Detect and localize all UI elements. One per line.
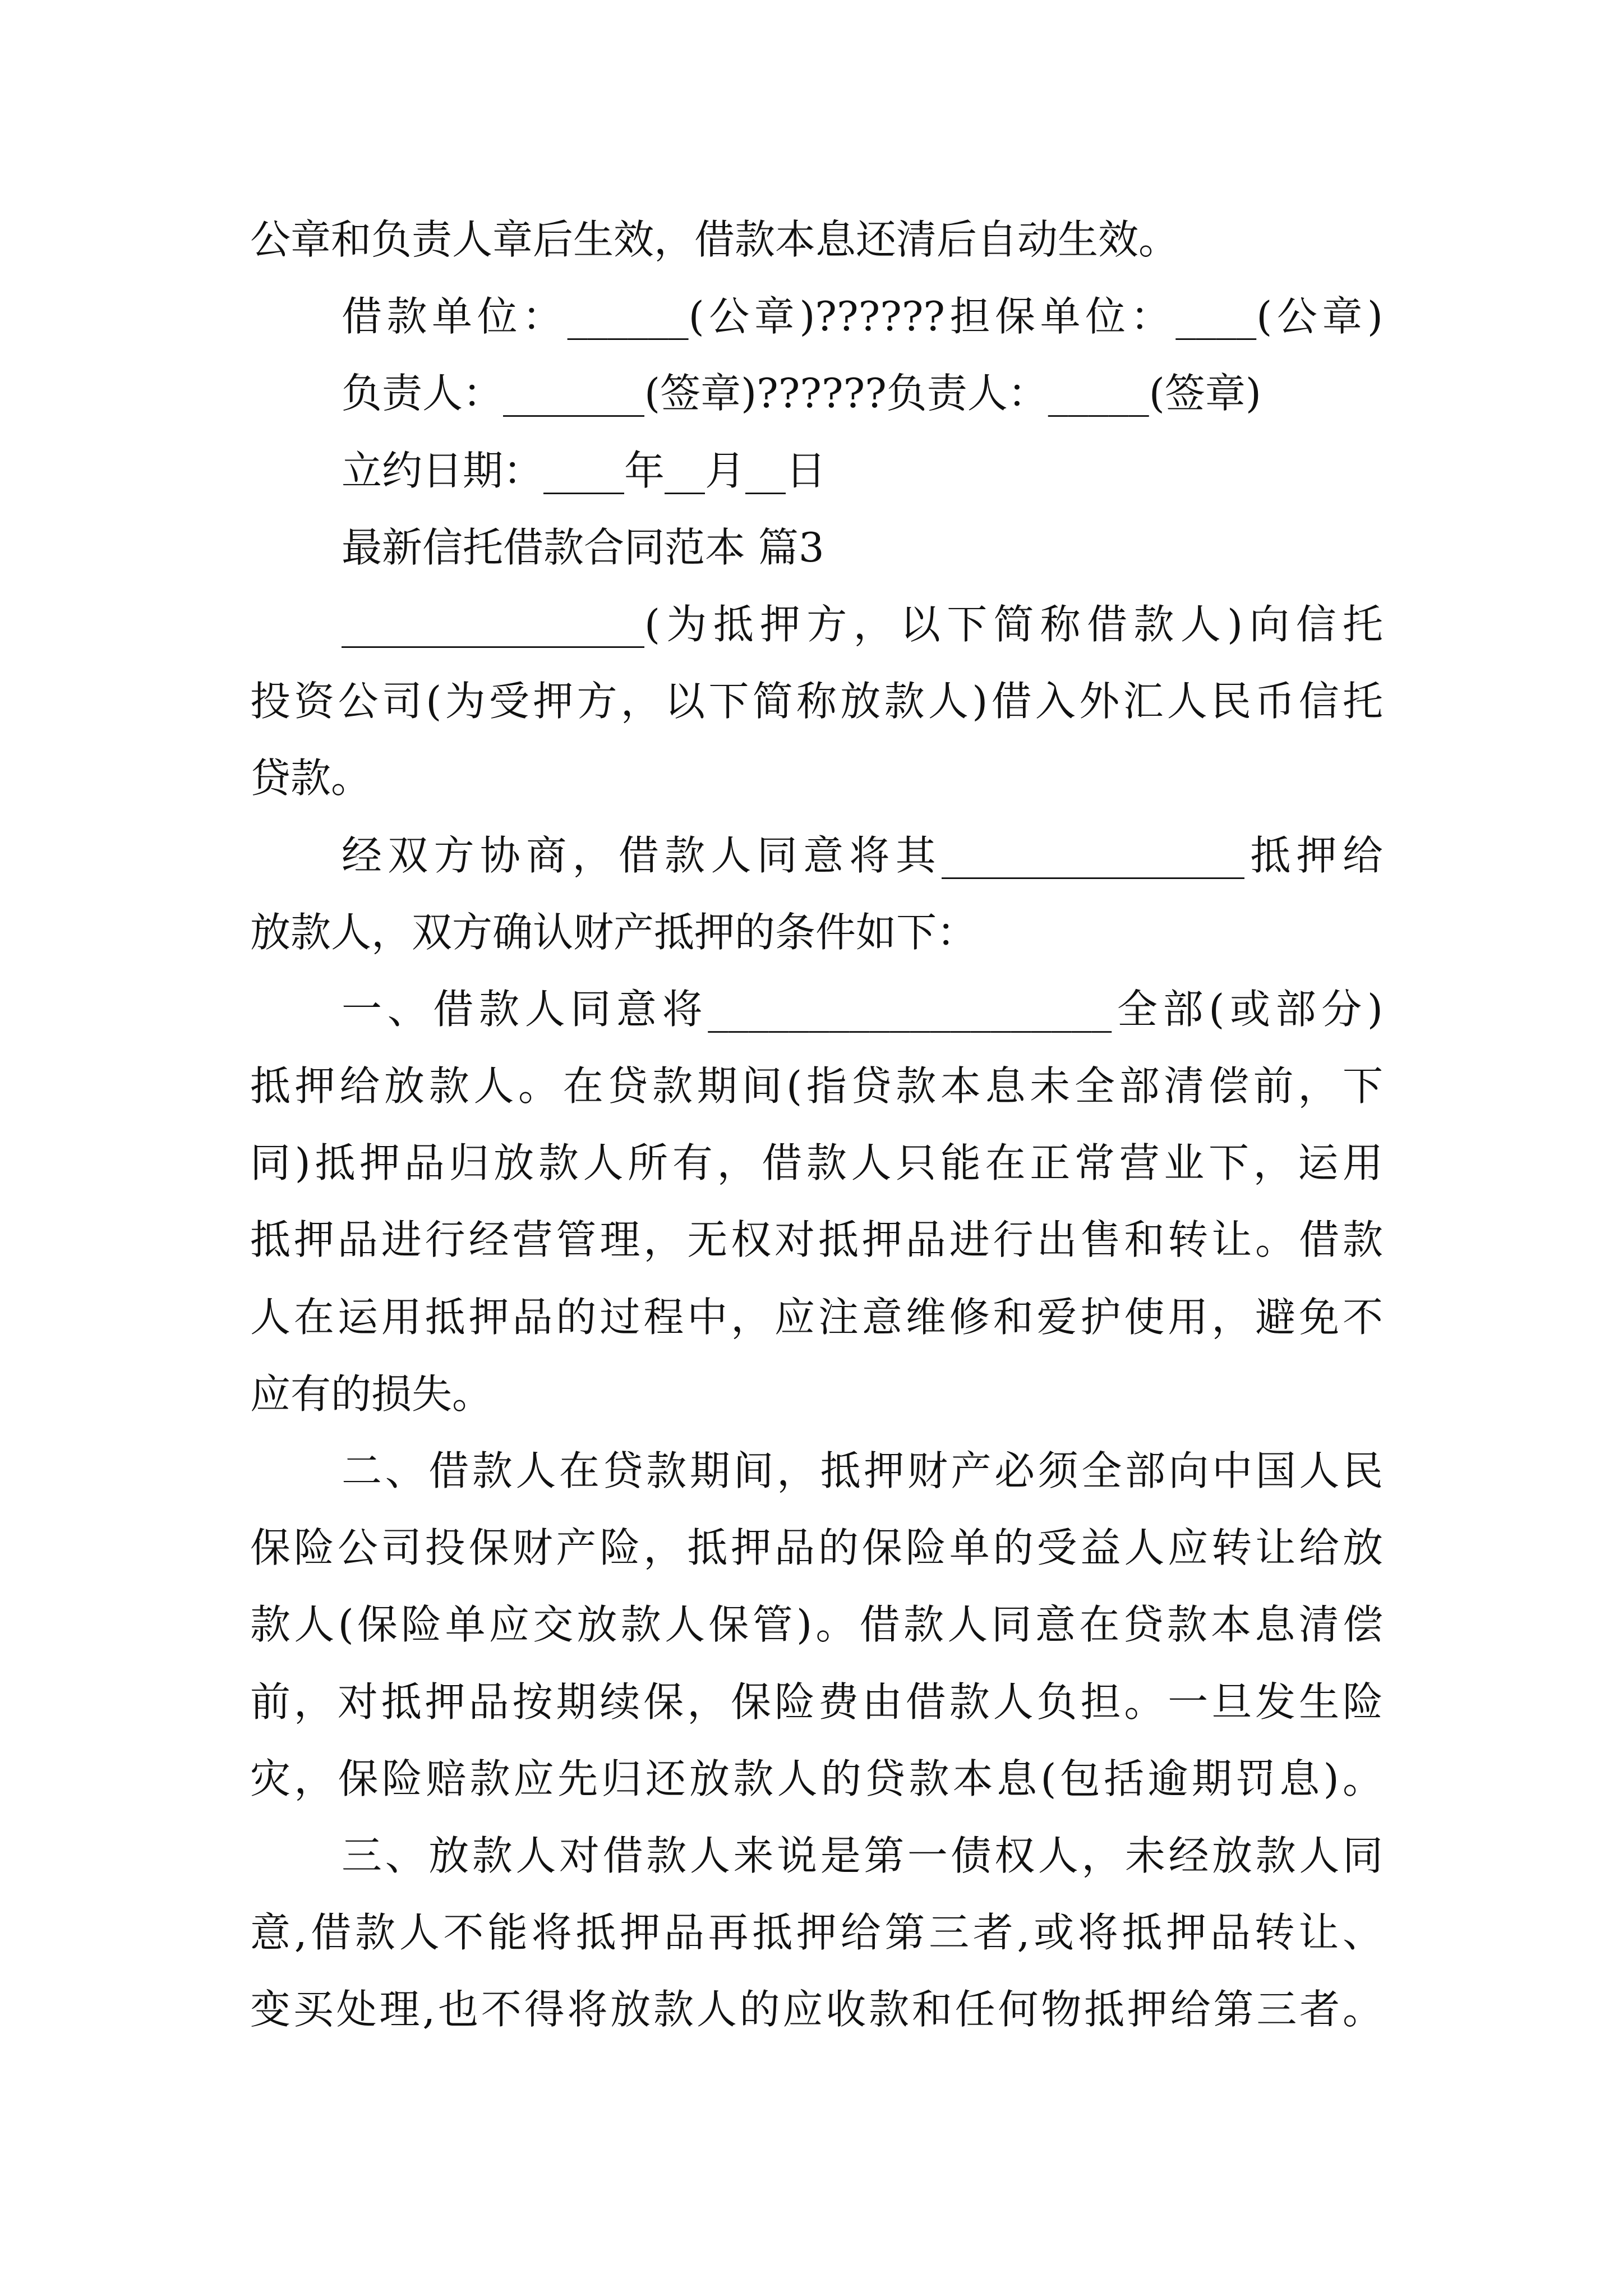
text-line: 灾，保险赔款应先归还放款人的贷款本息(包括逾期罚息)。 (250, 1755, 1383, 1802)
text-line: 变买处理,也不得将放款人的应收款和任何物抵押给第三者。 (250, 1986, 1383, 2033)
contract-date-line: 立约日期：____年__月__日 (342, 447, 827, 494)
paragraph-clause-3 (250, 1818, 1383, 2049)
paragraph-preamble (250, 586, 1383, 817)
text-line: 放款人，双方确认财产抵押的条件如下： (250, 908, 978, 956)
text-line: 抵押给放款人。在贷款期间(指贷款本息未全部清偿前，下 (250, 1062, 1383, 1110)
paragraph-clause-2 (250, 1433, 1383, 1818)
text-line: 三、放款人对借款人来说是第一债权人，未经放款人同 (342, 1832, 1383, 1879)
signature-block (250, 278, 1383, 509)
text-line: 二、借款人在贷款期间，抵押财产必须全部向中国人民 (342, 1447, 1383, 1494)
text-line: 一、借款人同意将____________________全部(或部分) (342, 985, 1383, 1033)
borrower-signature-line: 借款单位：______(公章)??????担保单位：____(公章) (342, 293, 1383, 341)
text-line: 经双方协商，借款人同意将其_______________抵押给 (342, 831, 1383, 879)
text-line: 款人(保险单应交放款人保管)。借款人同意在贷款本息清偿 (250, 1601, 1383, 1649)
continuation-line: 公章和负责人章后生效，借款本息还清后自动生效。 (250, 216, 1179, 263)
text-line: 贷款。 (250, 754, 372, 802)
text-column (250, 201, 1383, 2049)
text-line: 意,借款人不能将抵押品再抵押给第三者,或将抵押品转让、 (250, 1909, 1383, 1957)
text-line: 应有的损失。 (250, 1370, 493, 1418)
text-line: 保险公司投保财产险，抵押品的保险单的受益人应转让给放 (250, 1524, 1383, 1572)
paragraph-agreement (250, 817, 1383, 971)
responsible-person-signature-line: 负责人：_______(签章)??????负责人：_____(签章) (342, 370, 1261, 417)
text-line: 抵押品进行经营管理，无权对抵押品进行出售和转让。借款 (250, 1216, 1383, 1264)
text-line: 投资公司(为受押方，以下简称放款人)借入外汇人民币信托 (250, 678, 1383, 725)
text-line: _______________(为抵押方，以下简称借款人)向信托 (342, 600, 1383, 648)
text-line: 前，对抵押品按期续保，保险费由借款人负担。一旦发生险 (250, 1678, 1383, 1726)
text-line: 人在运用抵押品的过程中，应注意维修和爱护使用，避免不 (250, 1293, 1383, 1341)
text-line: 同)抵押品归放款人所有，借款人只能在正常营业下，运用 (250, 1139, 1383, 1187)
paragraph-clause-1 (250, 971, 1383, 1433)
section-heading: 最新信托借款合同范本 篇3 (342, 523, 824, 571)
